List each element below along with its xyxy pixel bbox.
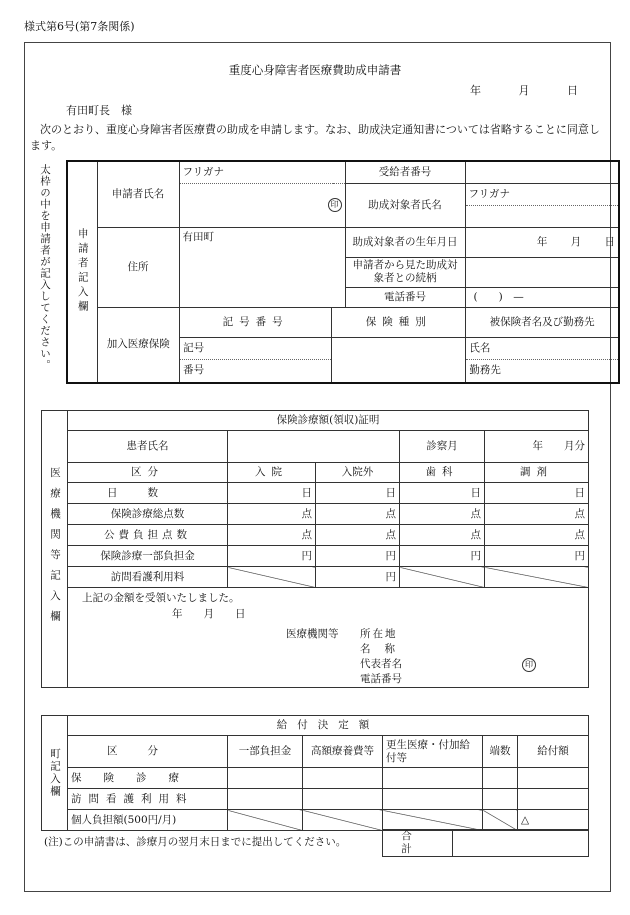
patient-name-label: 患者氏名 [68,431,228,463]
target-furigana: フリガナ [465,183,619,205]
copay-inpatient[interactable]: 円 [228,546,316,567]
addressee: 有田町長 様 [66,104,132,117]
applicant-name-field[interactable] [179,183,345,227]
form-number: 様式第6号(第7条関係) [24,20,135,33]
town-col-high-cost: 高額療養費等 [303,736,383,768]
copay-dental[interactable]: 円 [400,546,485,567]
town-ins-rehab[interactable] [383,768,483,789]
visit-dispensing-slash [485,567,589,588]
town-table [41,715,589,831]
days-outpatient[interactable]: 日 [316,483,400,504]
col-inpatient: 入院 [228,463,316,483]
medical-section-label: 医療機関等記入欄 [42,411,68,688]
symbol-number-label: 記号番号 [180,308,332,338]
applicant-furigana: フリガナ [179,161,345,183]
insured-name-field[interactable]: 氏名 [466,338,618,360]
points-dental[interactable]: 点 [400,504,485,525]
phone-label: 電話番号 [345,287,465,307]
row-public-points-label: 公費負担点数 [68,525,228,546]
total-label: 合計 [383,830,453,857]
insurance-block [97,307,619,383]
form-title: 重度心身障害者医療費助成申請書 [228,63,402,77]
days-inpatient[interactable]: 日 [228,483,316,504]
town-row-insurance: 保険診療 [68,768,228,789]
public-outpatient[interactable]: 点 [316,525,400,546]
town-ins-benefit[interactable] [518,768,589,789]
public-dental[interactable]: 点 [400,525,485,546]
days-dispensing[interactable]: 日 [485,483,589,504]
recipient-number-field[interactable] [465,161,619,183]
town-personal-slash-3 [383,810,483,831]
town-ins-high[interactable] [303,768,383,789]
exam-month-field[interactable]: 年 月分 [485,431,589,463]
year-label: 年 [470,84,481,97]
town-personal-slash-4 [483,810,518,831]
relation-label: 申請者から見た助成対象者との続柄 [345,257,465,287]
copay-dispensing[interactable]: 円 [485,546,589,567]
town-ins-copay[interactable] [228,768,303,789]
public-inpatient[interactable]: 点 [228,525,316,546]
total-table [382,829,589,857]
footnote: (注)この申請書は、診療月の翌月末日までに提出してください。 [44,836,347,848]
town-col-fraction: 端数 [483,736,518,768]
phone-field[interactable]: ( ) — [465,287,619,307]
row-points-label: 保険診療総点数 [68,504,228,525]
number-field[interactable]: 番号 [180,360,332,382]
address-label: 住所 [97,227,179,307]
target-name-field[interactable] [465,205,619,227]
institution-address-label: 所在地 [360,628,398,640]
row-visit-label: 訪問看護利用料 [68,567,228,588]
receipt-block [68,588,589,688]
target-name-label: 助成対象者氏名 [345,183,465,227]
town-row-visit: 訪問看護利用料 [68,789,228,810]
row-copay-label: 保険診療一部負担金 [68,546,228,567]
col-dispensing: 調剤 [485,463,589,483]
insurance-label: 加入医療保険 [98,308,180,382]
town-col-copay: 一部負担金 [228,736,303,768]
town-visit-fraction[interactable] [483,789,518,810]
points-outpatient[interactable]: 点 [316,504,400,525]
target-birth-field[interactable] [465,227,619,257]
days-dental[interactable]: 日 [400,483,485,504]
target-birth-label: 助成対象者の生年月日 [345,227,465,257]
month-label: 月 [518,84,530,97]
town-ins-fraction[interactable] [483,768,518,789]
col-outpatient: 入院外 [316,463,400,483]
town-visit-rehab[interactable] [383,789,483,810]
date-line [470,82,578,98]
representative-label: 代表者名 [360,658,402,670]
address-field[interactable]: 有田町 [179,227,345,307]
town-section-label: 町記入欄 [42,716,68,831]
town-personal-slash-2 [303,810,383,831]
town-header: 給付決定額 [68,716,589,736]
insured-label: 被保険者名及び勤務先 [466,308,618,338]
institution-name-label: 名称 [360,643,409,655]
patient-name-field[interactable] [228,431,400,463]
town-personal-benefit[interactable]: △ [518,810,589,831]
medical-table [41,410,589,688]
relation-field[interactable] [465,257,619,287]
applicant-section-label: 申請者記入欄 [67,161,97,383]
public-dispensing[interactable]: 点 [485,525,589,546]
birth-month: 月 [570,235,582,248]
town-col-rehab: 更生医療・付加給付等 [383,736,483,768]
points-dispensing[interactable]: 点 [485,504,589,525]
intro-text: 次のとおり、重度心身障害者医療費の助成を申請します。なお、助成決定通知書については省略することに同意します。 [30,123,600,152]
town-personal-slash-1 [228,810,303,831]
town-visit-copay[interactable] [228,789,303,810]
town-col-category: 区分 [68,736,228,768]
town-visit-benefit[interactable] [518,789,589,810]
total-field[interactable] [453,830,589,857]
insurance-type-label: 保険種別 [332,308,466,338]
exam-month-label: 診察月 [400,431,485,463]
workplace-field[interactable]: 勤務先 [466,360,618,382]
receipt-date: 年 月 日 [172,608,246,620]
seal-icon: 印 [522,658,536,672]
birth-year: 年 [536,235,548,248]
copay-outpatient[interactable]: 円 [316,546,400,567]
visit-fee-field[interactable]: 円 [316,567,400,588]
applicant-name-label: 申請者氏名 [97,161,179,227]
town-row-personal: 個人負担額(500円/月) [68,810,228,831]
row-days-label: 日数 [68,483,228,504]
town-col-benefit: 給付額 [518,736,589,768]
day-label: 日 [567,84,578,97]
institution-phone-label: 電話番号 [360,673,402,685]
seal-icon: 印 [328,198,342,212]
symbol-field[interactable]: 記号 [180,338,332,360]
medical-header: 保険診療額(領収)証明 [68,411,589,431]
col-category: 区分 [68,463,228,483]
visit-inpatient-slash [228,567,316,588]
town-visit-high[interactable] [303,789,383,810]
applicant-table [66,160,620,384]
recipient-number-label: 受給者番号 [345,161,465,183]
col-dental: 歯科 [400,463,485,483]
birth-day: 日 [604,235,616,248]
points-inpatient[interactable]: 点 [228,504,316,525]
visit-dental-slash [400,567,485,588]
institution-label: 医療機関等 [286,628,339,640]
side-note: 太枠の中を申請者が記入してください。 [39,163,51,371]
insurance-type-field[interactable] [332,338,466,382]
receipt-text: 上記の金額を受領いたしました。 [82,592,240,604]
